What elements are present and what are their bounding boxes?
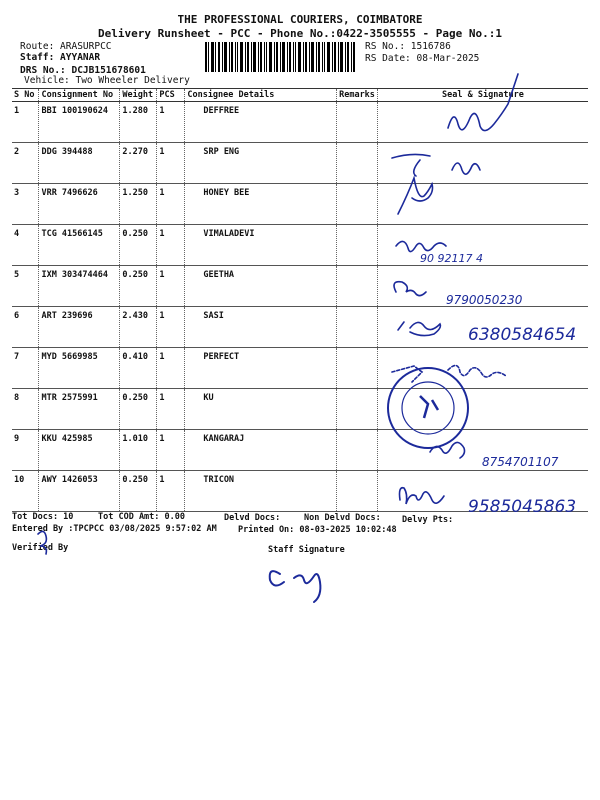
cell-weight: 0.250	[120, 389, 157, 430]
cell-sno: 6	[12, 307, 39, 348]
cell-sno: 2	[12, 143, 39, 184]
cell-remarks	[337, 471, 378, 512]
column-header-consignee: Consignee Details	[185, 89, 337, 102]
barcode-image	[205, 42, 355, 72]
delivered-docs: Delvd Docs:	[224, 513, 281, 523]
cell-remarks	[337, 389, 378, 430]
table-row	[12, 348, 588, 389]
cell-consignee: SASI	[185, 307, 337, 348]
cell-consignment: DDG 394488	[39, 143, 120, 184]
cell-weight: 0.250	[120, 225, 157, 266]
cell-consignment: TCG 41566145	[39, 225, 120, 266]
cell-pcs: 1	[157, 471, 185, 512]
phone-row5: 9790050230	[446, 293, 523, 307]
cell-pcs: 1	[157, 348, 185, 389]
table-row	[12, 143, 588, 184]
cell-weight: 0.250	[120, 471, 157, 512]
cell-signature	[377, 430, 588, 471]
cell-signature	[377, 143, 588, 184]
runsheet-table	[12, 88, 588, 512]
staff-signature	[270, 571, 321, 602]
staff-label: Staff: AYYANAR	[20, 52, 101, 63]
printed-on: Printed On: 08-03-2025 10:02:48	[238, 525, 397, 535]
cell-consignee: KANGARAJ	[185, 430, 337, 471]
drs-number: DRS No.: DCJB151678601	[20, 65, 146, 76]
cell-consignment: IXM 303474464	[39, 266, 120, 307]
table-row	[12, 184, 588, 225]
cell-signature	[377, 389, 588, 430]
phone-row10: 9585045863	[468, 497, 577, 517]
cell-weight: 0.410	[120, 348, 157, 389]
cell-sno: 5	[12, 266, 39, 307]
phone-row4: 90 92117 4	[420, 252, 483, 265]
verified-by: Verified By	[12, 543, 69, 553]
cell-pcs: 1	[157, 430, 185, 471]
cell-sno: 8	[12, 389, 39, 430]
cell-pcs: 1	[157, 307, 185, 348]
cell-weight: 1.010	[120, 430, 157, 471]
table-row	[12, 471, 588, 512]
cell-remarks	[337, 266, 378, 307]
table-header-row	[12, 89, 588, 102]
cell-consignee: DEFFREE	[185, 102, 337, 143]
cell-pcs: 1	[157, 143, 185, 184]
non-delivered-docs: Non Delvd Docs:	[304, 513, 381, 523]
cell-consignee: GEETHA	[185, 266, 337, 307]
cell-remarks	[337, 430, 378, 471]
cell-sno: 1	[12, 102, 39, 143]
rs-date: RS Date: 08-Mar-2025	[365, 53, 480, 64]
cell-remarks	[337, 225, 378, 266]
table-row	[12, 430, 588, 471]
cell-sno: 10	[12, 471, 39, 512]
cell-signature	[377, 184, 588, 225]
cell-sno: 9	[12, 430, 39, 471]
total-cod-amount: Tot COD Amt: 0.00	[98, 512, 185, 522]
column-header-remarks: Remarks	[337, 89, 378, 102]
cell-consignment: MYD 5669985	[39, 348, 120, 389]
delivery-points: Delvy Pts:	[402, 515, 454, 525]
phone-row8: 8754701107	[482, 455, 559, 469]
cell-signature	[377, 266, 588, 307]
cell-signature	[377, 225, 588, 266]
phone-row6: 6380584654	[468, 325, 577, 345]
route-label: Route: ARASURPCC	[20, 41, 112, 52]
cell-consignment: BBI 100190624	[39, 102, 120, 143]
column-header-sno: S No	[12, 89, 39, 102]
cell-consignee: PERFECT	[185, 348, 337, 389]
cell-consignment: KKU 425985	[39, 430, 120, 471]
cell-remarks	[337, 102, 378, 143]
column-header-weight: Weight	[120, 89, 157, 102]
cell-sno: 3	[12, 184, 39, 225]
cell-remarks	[337, 143, 378, 184]
cell-weight: 0.250	[120, 266, 157, 307]
column-header-pcs: PCS	[157, 89, 185, 102]
cell-consignment: ART 239696	[39, 307, 120, 348]
cell-pcs: 1	[157, 225, 185, 266]
cell-consignment: AWY 1426053	[39, 471, 120, 512]
cell-signature	[377, 348, 588, 389]
staff-signature-label: Staff Signature	[268, 545, 345, 555]
cell-remarks	[337, 307, 378, 348]
column-header-seal-signature: Seal & Signature	[377, 89, 588, 102]
runsheet-subtitle: Delivery Runsheet - PCC - Phone No.:0422-3505555 - Page No.:1	[98, 27, 502, 40]
column-header-consignment: Consignment No	[39, 89, 120, 102]
entered-by: Entered By :TPCPCC 03/08/2025 9:57:02 AM	[12, 524, 217, 534]
cell-consignee: SRP ENG	[185, 143, 337, 184]
table-row	[12, 102, 588, 143]
cell-remarks	[337, 184, 378, 225]
cell-remarks	[337, 348, 378, 389]
cell-sno: 7	[12, 348, 39, 389]
cell-consignment: MTR 2575991	[39, 389, 120, 430]
cell-sno: 4	[12, 225, 39, 266]
cell-consignee: VIMALADEVI	[185, 225, 337, 266]
cell-consignment: VRR 7496626	[39, 184, 120, 225]
cell-weight: 1.250	[120, 184, 157, 225]
cell-pcs: 1	[157, 266, 185, 307]
cell-pcs: 1	[157, 184, 185, 225]
company-title: THE PROFESSIONAL COURIERS, COIMBATORE	[177, 13, 423, 26]
cell-signature	[377, 102, 588, 143]
cell-consignee: TRICON	[185, 471, 337, 512]
cell-consignee: KU	[185, 389, 337, 430]
cell-consignee: HONEY BEE	[185, 184, 337, 225]
cell-signature	[377, 471, 588, 512]
table-row	[12, 225, 588, 266]
cell-signature	[377, 307, 588, 348]
cell-pcs: 1	[157, 102, 185, 143]
table-row	[12, 389, 588, 430]
rs-number: RS No.: 1516786	[365, 41, 451, 52]
table-row	[12, 307, 588, 348]
table-row	[12, 266, 588, 307]
cell-weight: 1.280	[120, 102, 157, 143]
cell-weight: 2.430	[120, 307, 157, 348]
total-docs: Tot Docs: 10	[12, 512, 74, 522]
cell-weight: 2.270	[120, 143, 157, 184]
vehicle-label: Vehicle: Two Wheeler Delivery	[24, 75, 190, 86]
cell-pcs: 1	[157, 389, 185, 430]
